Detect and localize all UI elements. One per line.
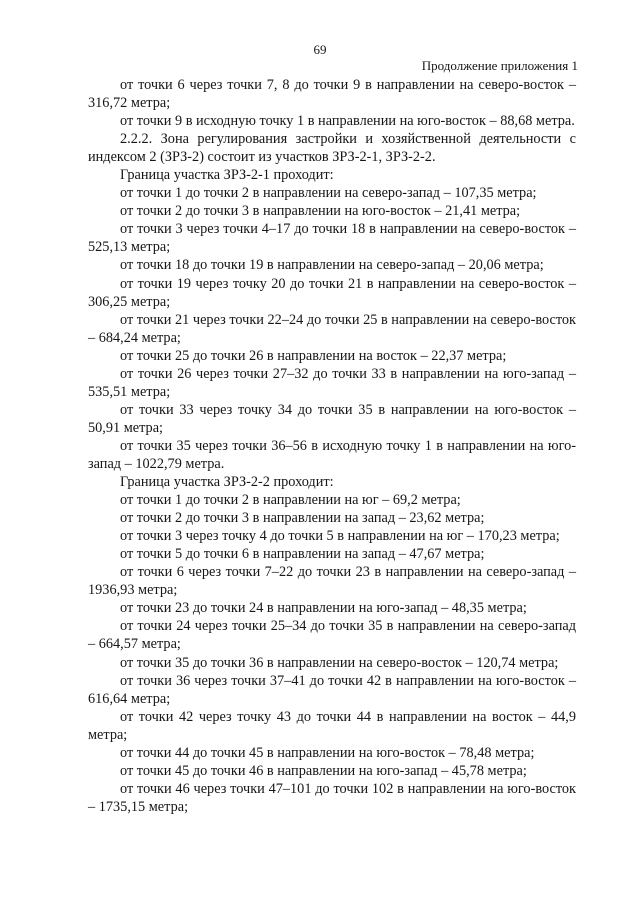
boundary-heading: Граница участка ЗРЗ-2-1 проходит:	[120, 167, 334, 184]
boundary-segment: от точки 1 до точки 2 в направлении на северо-запад – 107,35 метра;	[120, 185, 537, 202]
page-number: 69	[313, 42, 327, 57]
boundary-segment: от точки 25 до точки 26 в направлении на восток – 22,37 метра;	[120, 347, 507, 364]
section-heading-paragraph: 2.2.2. Зона регулирования застройки и хозяйственной деятельности с индексом 2 (ЗРЗ-2) состоит из участков ЗРЗ-2-1, ЗРЗ-2-2.	[88, 131, 576, 166]
boundary-segment: от точки 2 до точки 3 в направлении на запад – 23,62 метра;	[120, 510, 485, 527]
boundary-segment: от точки 42 через точку 43 до точки 44 в направлении на восток – 44,9 метра;	[88, 708, 576, 743]
boundary-segment: от точки 35 через точки 36–56 в исходную точку 1 в направлении на юго-запад – 1022,79 метра.	[88, 437, 576, 472]
boundary-segment: от точки 45 до точки 46 в направлении на юго-запад – 45,78 метра;	[120, 762, 527, 779]
boundary-segment: от точки 24 через точки 25–34 до точки 35 в направлении на северо-запад – 664,57 метра;	[88, 618, 576, 653]
boundary-segment: от точки 2 до точки 3 в направлении на юго-восток – 21,41 метра;	[120, 203, 521, 220]
boundary-segment: от точки 44 до точки 45 в направлении на юго-восток – 78,48 метра;	[120, 744, 535, 761]
boundary-heading: Граница участка ЗРЗ-2-2 проходит:	[120, 474, 334, 491]
boundary-segment: от точки 36 через точки 37–41 до точки 42 в направлении на юго-восток – 616,64 метра;	[88, 672, 576, 707]
boundary-segment: от точки 6 через точки 7–22 до точки 23 в направлении на северо-запад – 1936,93 метра;	[88, 564, 576, 599]
boundary-segment: от точки 1 до точки 2 в направлении на юг – 69,2 метра;	[120, 492, 461, 509]
boundary-segment: от точки 35 до точки 36 в направлении на северо-восток – 120,74 метра;	[120, 654, 559, 671]
boundary-segment: от точки 19 через точку 20 до точки 21 в направлении на северо-восток – 306,25 метра;	[88, 275, 576, 310]
boundary-segment: от точки 33 через точку 34 до точки 35 в направлении на юго-восток – 50,91 метра;	[88, 401, 576, 436]
boundary-segment: от точки 46 через точки 47–101 до точки 102 в направлении на юго-восток – 1735,15 метра;	[88, 780, 576, 815]
paragraph: от точки 9 в исходную точку 1 в направлении на юго-восток – 88,68 метра.	[120, 113, 575, 130]
boundary-segment: от точки 3 через точки 4–17 до точки 18 в направлении на северо-восток – 525,13 метра;	[88, 221, 576, 256]
document-body	[88, 76, 576, 816]
appendix-continuation-note: Продолжение приложения 1	[421, 58, 578, 73]
paragraph: от точки 6 через точки 7, 8 до точки 9 в направлении на северо-восток – 316,72 метра;	[88, 77, 576, 112]
boundary-segment: от точки 5 до точки 6 в направлении на запад – 47,67 метра;	[120, 546, 485, 563]
boundary-segment: от точки 18 до точки 19 в направлении на северо-запад – 20,06 метра;	[120, 257, 544, 274]
boundary-segment: от точки 23 до точки 24 в направлении на юго-запад – 48,35 метра;	[120, 600, 527, 617]
boundary-segment: от точки 21 через точки 22–24 до точки 25 в направлении на северо-восток – 684,24 метра;	[88, 311, 576, 346]
boundary-segment: от точки 3 через точку 4 до точки 5 в направлении на юг – 170,23 метра;	[120, 528, 560, 545]
boundary-segment: от точки 26 через точки 27–32 до точки 33 в направлении на юго-запад – 535,51 метра;	[88, 365, 576, 400]
